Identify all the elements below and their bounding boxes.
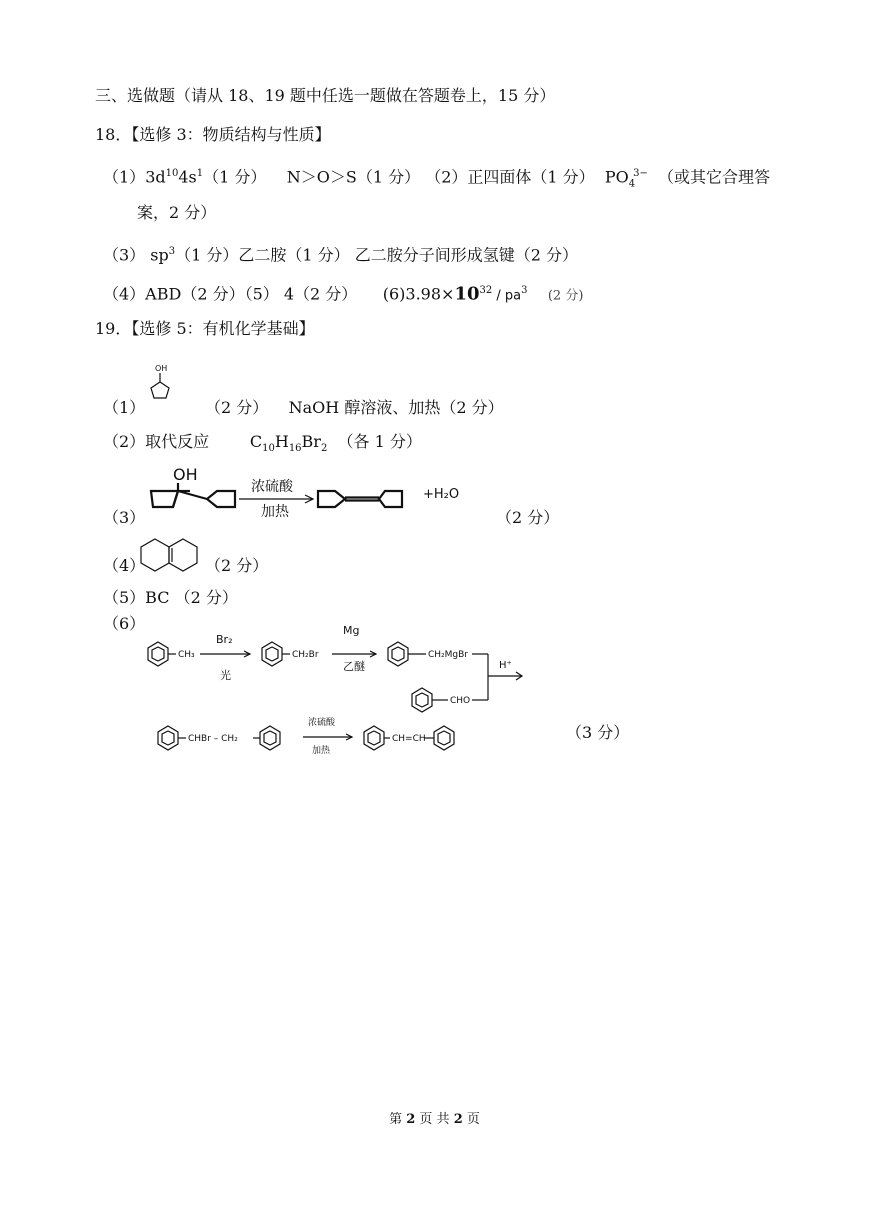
q18-line-1: $(1)3d^{10}4s^1(1$ 分） N＞O＞S（1 分） （2）正四面体（1 分） $PO_4^{3-}$ （或其它合理答 (103, 167, 771, 190)
synthesis-route (140, 620, 560, 760)
svg-text:CHBr – CH₂: CHBr – CH₂ (188, 734, 238, 744)
octahydronaphthalene-structure (138, 536, 202, 578)
svg-text:+H₂O: +H₂O (423, 487, 460, 502)
benzyl-grignard (388, 642, 468, 666)
section-title: 三、选做题（请从 18、19 题中任选一题做在答题卷上，15 分） (95, 86, 556, 105)
svg-text:OH: OH (173, 465, 198, 484)
q19-line-3-label: （3） (103, 508, 146, 527)
svg-text:加热: 加热 (312, 746, 331, 756)
svg-text:CH=CH: CH=CH (392, 734, 426, 744)
q19-line-1-label: （1） (103, 398, 146, 417)
svg-text:浓硫酸: 浓硫酸 (251, 479, 293, 495)
q19-line-3-score: （2 分） (496, 508, 560, 527)
q19-line-6-label: （6） (103, 614, 146, 633)
svg-text:乙醚: 乙醚 (343, 660, 365, 673)
q18-line-3: （3） $sp^3(1$ 分）乙二胺（1 分） 乙二胺分子间形成氢键（2 分） (103, 245, 578, 265)
q19-line-5: （5）BC （2 分） (103, 588, 238, 607)
q19-line-6-score: （3 分） (566, 723, 630, 742)
svg-text:CH₂MgBr: CH₂MgBr (428, 650, 469, 660)
q19-line-4-score: （2 分） (205, 556, 269, 575)
svg-text:CHO: CHO (450, 696, 471, 706)
q18-line-4: （4）ABD（2 分）（5） 4（2 分） $(6)3.98\times 10^{32} / pa^3$ (2 分) (103, 283, 584, 305)
svg-text:光: 光 (220, 669, 231, 682)
svg-text:Mg: Mg (343, 624, 360, 637)
stilbene (364, 726, 454, 750)
svg-text:CH₂Br: CH₂Br (292, 650, 319, 660)
bromo-bibenzyl (158, 726, 280, 750)
q19-line-2: （2）取代反应 $C_{10}H_{16}Br_2$ （各 1 分） (103, 432, 422, 455)
page-footer: 第 2 页 共 2 页 (389, 1112, 480, 1127)
svg-text:Br₂: Br₂ (216, 633, 233, 646)
q19-title: 19．【选修 5：有机化学基础】 (95, 319, 315, 338)
svg-text:CH₃: CH₃ (178, 650, 195, 660)
benzyl-bromide (262, 642, 319, 666)
svg-text:浓硫酸: 浓硫酸 (308, 718, 336, 728)
svg-text:OH: OH (155, 364, 168, 373)
q18-line-1-cont: 案，2 分） (137, 203, 217, 222)
q19-line-4-label: （4） (103, 556, 146, 575)
svg-text:H⁺: H⁺ (499, 660, 512, 671)
q18-title: 18．【选修 3：物质结构与性质】 (95, 125, 331, 144)
cyclopentanol-structure (145, 362, 185, 402)
toluene (148, 642, 195, 666)
q19-line-1-text: （2 分） NaOH 醇溶液、加热（2 分） (205, 398, 504, 417)
svg-text:加热: 加热 (261, 504, 289, 520)
benzaldehyde (412, 688, 470, 712)
dehydration-reaction (145, 462, 475, 522)
